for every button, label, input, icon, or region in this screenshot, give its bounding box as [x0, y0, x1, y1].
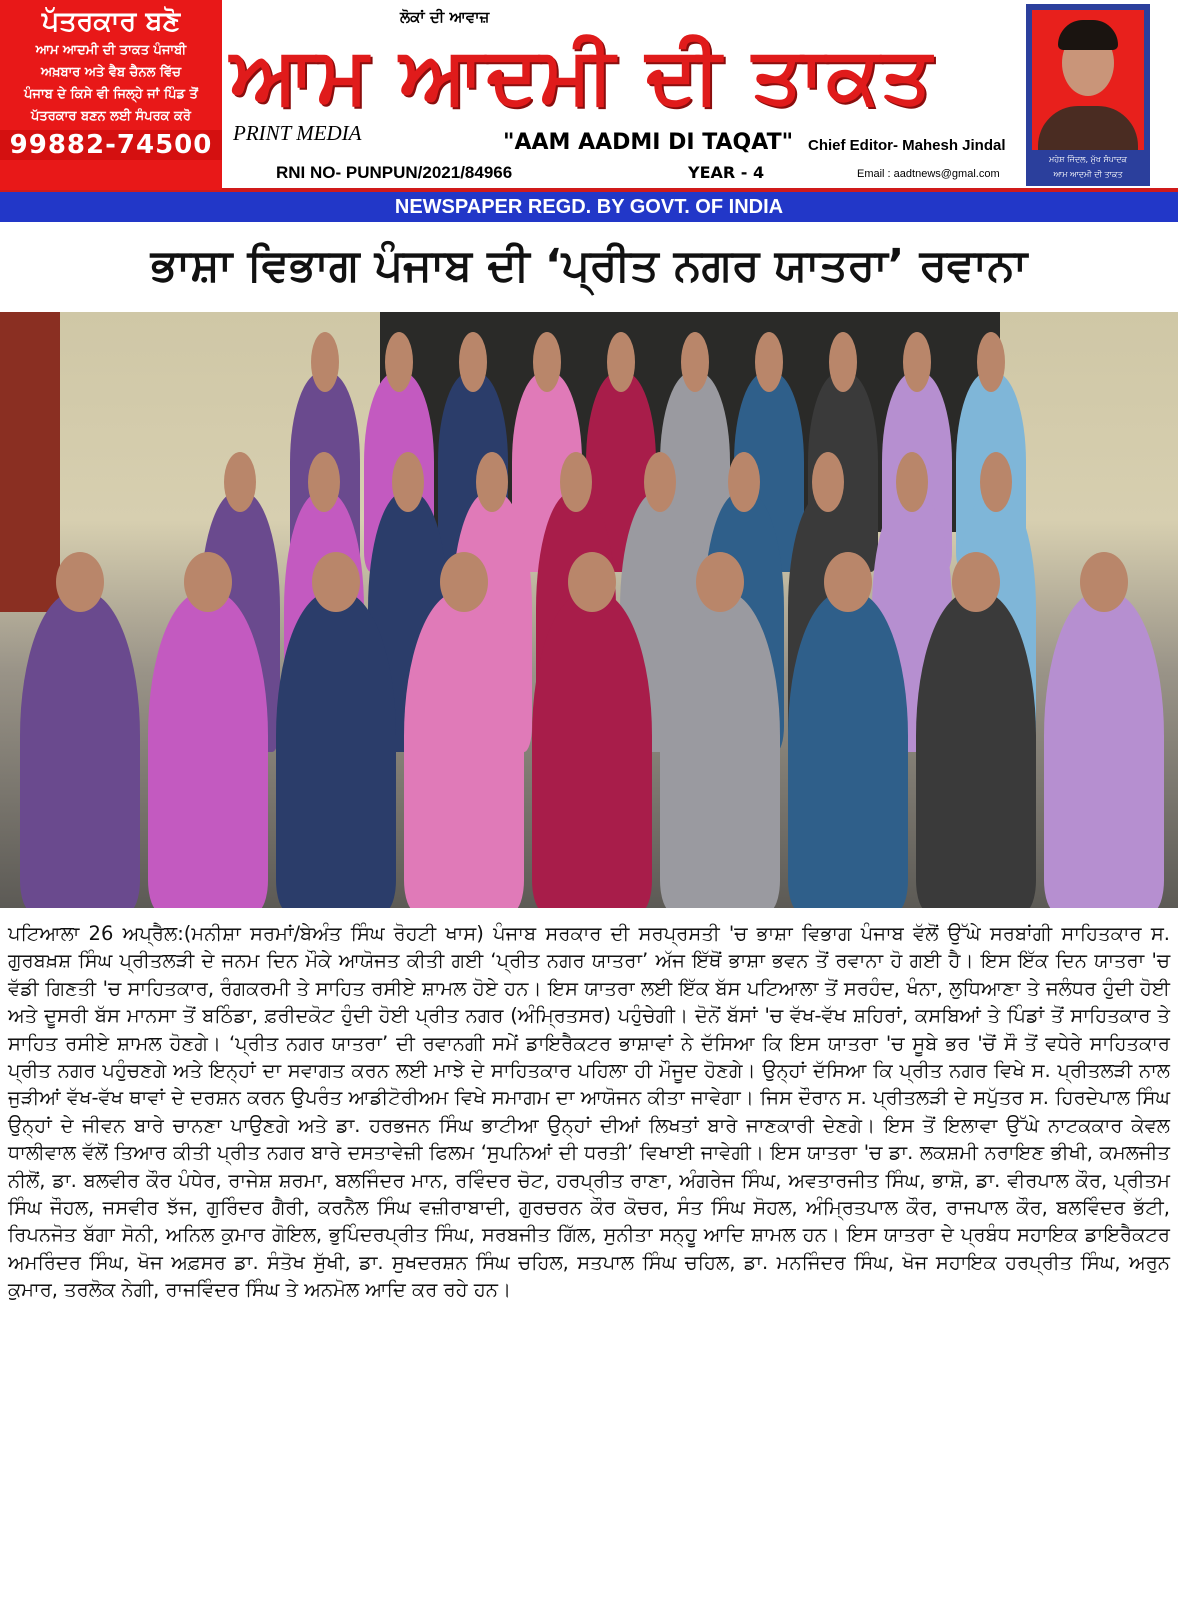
newspaper-logo: ਆਮ ਆਦਮੀ ਦੀ ਤਾਕਤ [230, 31, 934, 121]
promo-phone: 99882-74500 [0, 130, 222, 160]
print-media-label: PRINT MEDIA [233, 121, 362, 145]
editor-portrait [1032, 10, 1144, 150]
editor-caption: ਮਹੇਸ਼ ਜਿੰਦਲ, ਮੁੱਖ ਸੰਪਾਦਕ [1048, 155, 1128, 164]
photo-person [660, 592, 780, 908]
photo-person [404, 592, 524, 908]
editor-caption: ਆਮ ਆਦਮੀ ਦੀ ਤਾਕਤ [1053, 170, 1123, 179]
english-name: "AAM AADMI DI TAQAT" [503, 130, 794, 155]
photo-person [148, 592, 268, 908]
photo-person [1044, 592, 1164, 908]
article-body: ਪਟਿਆਲਾ 26 ਅਪ੍ਰੈਲ:(ਮਨੀਸ਼ਾ ਸਰਮਾਂ/ਬੇਅੰਤ ਸਿੰਘ ਰੋਹਟੀ ਖਾਸ) ਪੰਜਾਬ ਸਰਕਾਰ ਦੀ ਸਰਪ੍ਰਸਤੀ 'ਚ ਭਾਸ਼ਾ ਵਿਭਾਗ ਪੰਜਾਬ ਵੱਲੋਂ ਉੱਘੇ ਸਰਬਾਂਗੀ ਸਾਹਿਤਕਾਰ ਸ. ਗੁਰਬਖ਼ਸ਼ ਸਿੰਘ ਪ੍ਰੀਤਲੜੀ ਦੇ ਜਨਮ ਦਿਨ ਮੌਕੇ ਆਯੋਜਤ ਕੀਤੀ ਗਈ ‘ਪ੍ਰੀਤ ਨਗਰ ਯਾਤਰਾ’ ਅੱਜ ਇੱਥੋਂ ਭਾਸ਼ਾ ਭਵਨ ਤੋਂ ਰਵਾਨਾ ਹੋ ਗਈ ਹੈ। ਇਸ ਇੱਕ ਦਿਨ ਯਾਤਰਾ 'ਚ ਵੱਡੀ ਗਿਣਤੀ 'ਚ ਸਾਹਿਤਕਾਰ, ਰੰਗਕਰਮੀ ਤੇ ਸਾਹਿਤ ਰਸੀਏ ਸ਼ਾਮਲ ਹੋਏ ਹਨ। ਇਸ ਯਾਤਰਾ ਲਈ ਇੱਕ ਬੱਸ ਪਟਿਆਲਾ ਤੋਂ ਸਰਹੰਦ, ਖੰਨਾ, ਲੁਧਿਆਣਾ ਤੇ ਜਲੰਧਰ ਹੁੰਦੀ ਹੋਈ ਅਤੇ ਦੂਸਰੀ ਬੱਸ ਮਾਨਸਾ ਤੋਂ ਬਠਿੰਡਾ, ਫ਼ਰੀਦਕੋਟ ਹੁੰਦੀ ਹੋਈ ਪ੍ਰੀਤ ਨਗਰ (ਅੰਮ੍ਰਿਤਸਰ) ਪਹੁੰਚੇਗੀ। ਦੋਨੋਂ ਬੱਸਾਂ 'ਚ ਵੱਖ-ਵੱਖ ਸ਼ਹਿਰਾਂ, ਕਸਬਿਆਂ ਤੇ ਪਿੰਡਾਂ ਤੋਂ ਸਾਹਿਤਕਾਰ ਤੇ ਸਾਹਿਤ ਰਸੀਏ ਸ਼ਾਮਲ ਹੋਣਗੇ। ‘ਪ੍ਰੀਤ ਨਗਰ ਯਾਤਰਾ’ ਦੀ ਰਵਾਨਗੀ ਸਮੇਂ ਡਾਇਰੈਕਟਰ ਭਾਸ਼ਾਵਾਂ ਨੇ ਦੱਸਿਆ ਕਿ ਇਸ ਯਾਤਰਾ 'ਚ ਸੂਬੇ ਭਰ 'ਚੋਂ ਸੌ ਤੋਂ ਵਧੇਰੇ ਸਾਹਿਤਕਾਰ ਪ੍ਰੀਤ ਨਗਰ ਪਹੁੰਚਣਗੇ ਅਤੇ ਇਨ੍ਹਾਂ ਦਾ ਸਵਾਗਤ ਕਰਨ ਲਈ ਮਾਝੇ ਦੇ ਸਾਹਿਤਕਾਰ ਪਹਿਲਾ ਹੀ ਮੌਜੂਦ ਹੋਣਗੇ। ਉਨ੍ਹਾਂ ਦੱਸਿਆ ਕਿ ਪ੍ਰੀਤ ਨਗਰ ਵਿਖੇ ਸ. ਪ੍ਰੀਤਲੜੀ ਨਾਲ ਜੁੜੀਆਂ ਵੱਖ-ਵੱਖ ਥਾਵਾਂ ਦੇ ਦਰਸ਼ਨ ਕਰਨ ਉਪਰੰਤ ਆਡੀਟੋਰੀਅਮ ਵਿਖੇ ਸਮਾਗਮ ਦਾ ਆਯੋਜਨ ਕੀਤਾ ਜਾਵੇਗਾ। ਜਿਸ ਦੌਰਾਨ ਸ. ਪ੍ਰੀਤਲੜੀ ਦੇ ਸਪੁੱਤਰ ਸ. ਹਿਰਦੇਪਾਲ ਸਿੰਘ ਉਨ੍ਹਾਂ ਦੇ ਜੀਵਨ ਬਾਰੇ ਚਾਨਣਾ ਪਾਉਣਗੇ ਅਤੇ ਡਾ. ਹਰਭਜਨ ਸਿੰਘ ਭਾਟੀਆ ਉਨ੍ਹਾਂ ਦੀਆਂ ਲਿਖਤਾਂ ਬਾਰੇ ਜਾਣਕਾਰੀ ਦੇਣਗੇ। ਇਸ ਤੋਂ ਇਲਾਵਾ ਉੱਘੇ ਨਾਟਕਕਾਰ ਕੇਵਲ ਧਾਲੀਵਾਲ ਵੱਲੋਂ ਤਿਆਰ ਕੀਤੀ ਪ੍ਰੀਤ ਨਗਰ ਬਾਰੇ ਦਸਤਾਵੇਜ਼ੀ ਫਿਲਮ ‘ਸੁਪਨਿਆਂ ਦੀ ਧਰਤੀ’ ਵਿਖਾਈ ਜਾਵੇਗੀ। ਇਸ ਯਾਤਰਾ 'ਚ ਡਾ. ਲਕਸ਼ਮੀ ਨਰਾਇਣ ਭੀਖੀ, ਕਮਲਜੀਤ ਨੀਲੋਂ, ਡਾ. ਬਲਵੀਰ ਕੌਰ ਪੰਧੇਰ, ਰਾਜੇਸ਼ ਸ਼ਰਮਾ, ਬਲਜਿੰਦਰ ਮਾਨ, ਰਵਿੰਦਰ ਚੋਟ, ਹਰਪ੍ਰੀਤ ਰਾਣਾ, ਅੰਗਰੇਜ ਸਿੰਘ, ਅਵਤਾਰਜੀਤ ਸਿੰਘ, ਭਾਸ਼ੋ, ਡਾ. ਵੀਰਪਾਲ ਕੌਰ, ਪ੍ਰੀਤਮ ਸਿੰਘ ਜੌਹਲ, ਜਸਵੀਰ ਝੱਜ, ਗੁਰਿੰਦਰ ਗੈਰੀ, ਕਰਨੈਲ ਸਿੰਘ ਵਜ਼ੀਰਾਬਾਦੀ, ਗੁਰਚਰਨ ਕੌਰ ਕੋਚਰ, ਸੰਤ ਸਿੰਘ ਸੋਹਲ, ਅੰਮ੍ਰਿਤਪਾਲ ਕੌਰ, ਰਾਜਪਾਲ ਕੌਰ, ਬਲਵਿੰਦਰ ਭੱਟੀ, ਰਿਪਨਜੋਤ ਬੱਗਾ ਸੋਨੀ, ਅਨਿਲ ਕੁਮਾਰ ਗੋਇਲ, ਭੁਪਿੰਦਰਪ੍ਰੀਤ ਸਿੰਘ, ਸਰਬਜੀਤ ਗਿੱਲ, ਸੁਨੀਤਾ ਸਨ੍ਹੂ ਆਦਿ ਸ਼ਾਮਲ ਹਨ। ਇਸ ਯਾਤਰਾ ਦੇ ਪ੍ਰਬੰਧ ਸਹਾਇਕ ਡਾਇਰੈਕਟਰ ਅਮਰਿੰਦਰ ਸਿੰਘ, ਖੋਜ ਅਫ਼ਸਰ ਡਾ. ਸੰਤੋਖ ਸੁੱਖੀ, ਡਾ. ਸੁਖਦਰਸ਼ਨ ਸਿੰਘ ਚਹਿਲ, ਸਤਪਾਲ ਸਿੰਘ ਚਹਿਲ, ਡਾ. ਮਨਜਿੰਦਰ ਸਿੰਘ, ਖੋਜ ਸਹਾਇਕ ਹਰਪ੍ਰੀਤ ਸਿੰਘ, ਅਰੁਨ ਕੁਮਾਰ, ਤਰਲੋਕ ਨੇਗੀ, ਰਾਜਵਿੰਦਰ ਸਿੰਘ ਤੇ ਅਨਮੋਲ ਆਦਿ ਕਰ ਰਹੇ ਹਨ। [8, 922, 1170, 1302]
editor-photo [1026, 4, 1150, 186]
tagline: ਲੋਕਾਂ ਦੀ ਆਵਾਜ਼ [400, 8, 490, 26]
rni-number: RNI NO- PUNPUN/2021/84966 [276, 163, 513, 182]
photo-person [532, 592, 652, 908]
photo-person [916, 592, 1036, 908]
chief-editor: Chief Editor- Mahesh Jindal [808, 137, 1006, 154]
photo-person [788, 592, 908, 908]
masthead [0, 0, 1178, 192]
reporter-promo-box [0, 0, 222, 190]
photo-person [276, 592, 396, 908]
photo-person [20, 592, 140, 908]
registration-band: NEWSPAPER REGD. BY GOVT. OF INDIA [0, 192, 1178, 222]
promo-line: ਪੱਤਰਕਾਰ ਬਣਨ ਲਈ ਸੰਪਰਕ ਕਰੋ [31, 109, 191, 124]
promo-line: ਅਖ਼ਬਾਰ ਅਤੇ ਵੈਬ ਚੈਨਲ ਵਿੱਚ [41, 65, 181, 80]
promo-heading: ਪੱਤਰਕਾਰ ਬਣੋ [41, 6, 181, 37]
promo-line: ਪੰਜਾਬ ਦੇ ਕਿਸੇ ਵੀ ਜਿਲ੍ਹੇ ਜਾਂ ਪਿੰਡ ਤੋਂ [24, 87, 198, 102]
headline: ਭਾਸ਼ਾ ਵਿਭਾਗ ਪੰਜਾਬ ਦੀ ‘ਪ੍ਰੀਤ ਨਗਰ ਯਾਤਰਾ’ ਰਵਾਨਾ [150, 240, 1028, 291]
year-label: YEAR - 4 [688, 163, 765, 182]
promo-line: ਆਮ ਆਦਮੀ ਦੀ ਤਾਕਤ ਪੰਜਾਬੀ [35, 43, 187, 58]
group-photo [0, 312, 1178, 908]
email: Email : aadtnews@gmal.com [857, 168, 1000, 180]
